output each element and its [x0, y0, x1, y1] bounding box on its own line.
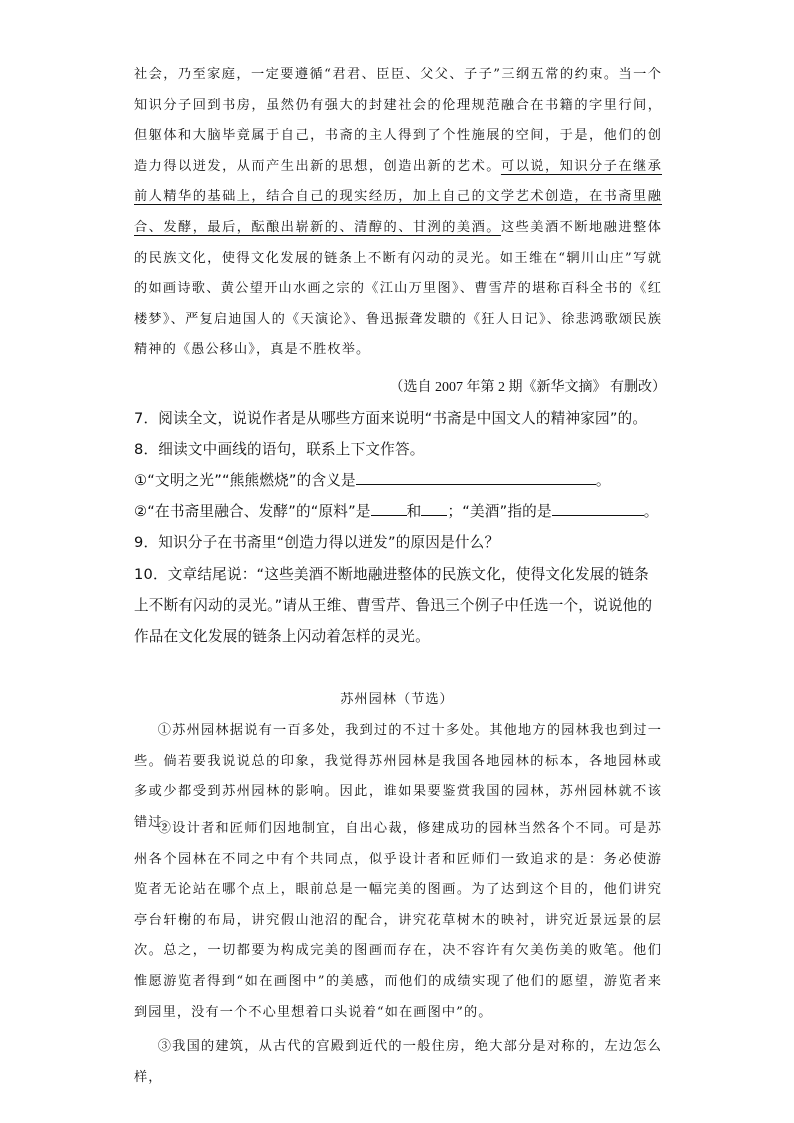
- passage2-paragraph-1: ①苏州园林据说有一百多处，我到过的不过十多处。其他地方的园林我也到过一些。倘若要我说说总的印象，我觉得苏州园林是我国各地园林的标本，各地园林或多或少都受到苏州园林的影响。因此，谁如果要鉴赏我国的园林，苏州园林就不该错过。: [134, 723, 662, 830]
- question-8-2-text-b: 和: [406, 503, 422, 520]
- passage2-paragraph-3: ③我国的建筑，从古代的宫殿到近代的一般住房，绝大部分是对称的，左边怎么样，: [134, 1039, 662, 1085]
- passage1-paragraph: [134, 60, 662, 366]
- question-8: 8．细读文中画线的语句，联系上下文作答。: [134, 441, 425, 458]
- answer-blank-8-2-b[interactable]: [421, 501, 447, 516]
- source-citation: （选自 2007 年第 2 期《新华文摘》 有删改）: [389, 380, 666, 395]
- question-8-1-end: 。: [595, 472, 611, 489]
- underlined-sentence: 可以说，知识分子在继承前人精华的基础上，结合自己的现实经历，加上自己的文学艺术创造，在书斋里融合、发酵，最后，酝酿出崭新的、清醇的、甘洌的美酒。: [134, 158, 662, 235]
- answer-blank-8-1[interactable]: [356, 470, 596, 485]
- answer-blank-8-2-a[interactable]: [371, 501, 407, 516]
- passage2-paragraph-2: ②设计者和匠师们因地制宜，自出心裁，修建成功的园林当然各个不同。可是苏州各个园林在不同之中有个共同点，似乎设计者和匠师们一致追求的是：务必使游览者无论站在哪个点上，眼前总是一幅完美的图画。为了达到这个目的，他们讲究亭台轩榭的布局，讲究假山池沼的配合，讲究花草树木的映衬，讲究近景远景的层次。总之，一切都要为构成完美的图画而存在，决不容许有欠美伤美的败笔。他们惟愿游览者得到“如在画图中”的美感，而他们的成绩实现了他们的愿望，游览者来到园里，没有一个不心里想着口头说着“如在画图中”的。: [134, 821, 662, 1020]
- question-9: 9．知识分子在书斋里“创造力得以迸发”的原因是什么？: [134, 534, 500, 551]
- passage2-title: 苏州园林（节选）: [340, 692, 454, 707]
- question-8-1: [134, 465, 662, 496]
- question-8-2: [134, 496, 662, 527]
- question-8-2-text-c: ；“美酒”指的是: [447, 503, 552, 520]
- passage1-text-after: 这些美酒不断地融进整体的民族文化，使得文化发展的链条上不断有闪动的灵光。如王维在“辋川山庄”写就的如画诗歌、黄公望开山水画之宗的《江山万里图》、曹雪芹的堪称百科全书的《红楼梦》、严复启迪国人的《天演论》、鲁迅振聋发聩的《狂人日记》、徐悲鸿歌颂民族精神的《愚公移山》，真是不胜枚举。: [134, 219, 662, 358]
- question-8-2-end: 。: [643, 503, 659, 520]
- question-8-1-text: ①“文明之光”“熊熊燃烧”的含义是: [134, 472, 356, 489]
- question-7: 7．阅读全文，说说作者是从哪些方面来说明“书斋是中国文人的精神家园”的。: [134, 410, 648, 427]
- question-10: 10．文章结尾说：“这些美酒不断地融进整体的民族文化，使得文化发展的链条上不断有闪动的灵光。”请从王维、曹雪芹、鲁迅三个例子中任选一个，说说他的作品在文化发展的链条上闪动着怎样的灵光。: [134, 566, 653, 645]
- answer-blank-8-2-c[interactable]: [552, 501, 644, 516]
- passage1-text-before: 社会，乃至家庭，一定要遵循“君君、臣臣、父父、子子”三纲五常的约束。当一个知识分子回到书房，虽然仍有强大的封建社会的伦理规范融合在书籍的字里行间，但躯体和大脑毕竟属于自己，书斋的主人得到了个性施展的空间，于是，他们的创造力得以迸发，从而产生出新的思想，创造出新的艺术。: [134, 67, 662, 174]
- question-8-2-text-a: ②“在书斋里融合、发酵”的“原料”是: [134, 503, 371, 520]
